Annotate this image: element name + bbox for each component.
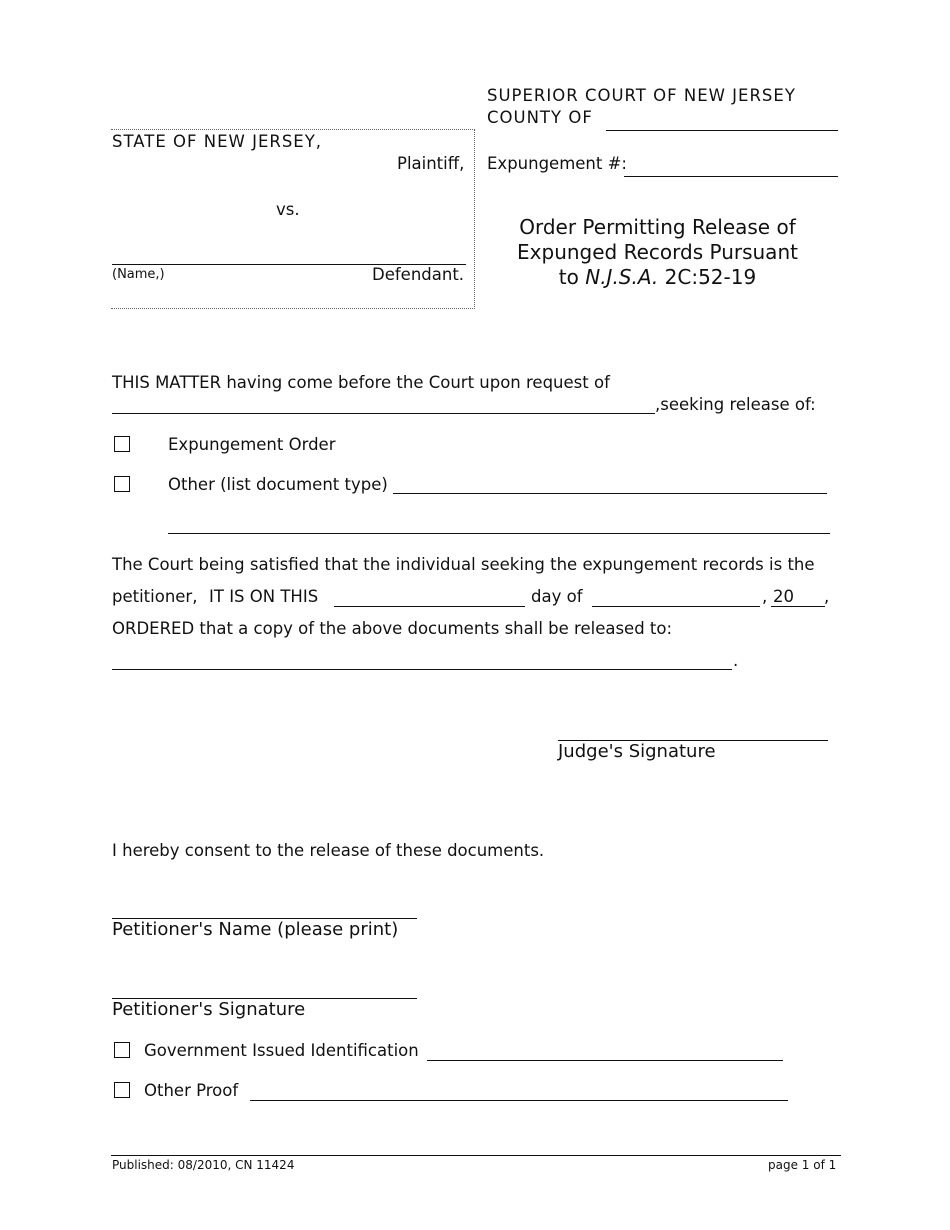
petitioner-name-label: Petitioner's Name (please print) (112, 919, 399, 940)
consent-text: I hereby consent to the release of these documents. (112, 841, 545, 860)
seeking-text: ,seeking release of: (655, 395, 816, 414)
gov-id-field[interactable] (427, 1060, 783, 1061)
other-document-label: Other (list document type) (168, 475, 388, 494)
year-prefix: 20 (773, 587, 794, 606)
judge-signature-label: Judge's Signature (558, 741, 716, 762)
county-label: COUNTY OF (487, 108, 593, 127)
title-line-3 (480, 265, 835, 290)
plaintiff-label: Plaintiff, (397, 154, 465, 173)
release-to-field[interactable] (112, 669, 732, 670)
satisfied-text: The Court being satisfied that the individual seeking the expungement records is the (112, 555, 815, 574)
title-line-2: Expunged Records Pursuant (517, 240, 798, 264)
footer-page-number: page 1 of 1 (768, 1158, 837, 1172)
statute-abbrev: N.J.S.A. (585, 265, 659, 289)
gov-id-checkbox[interactable] (114, 1042, 130, 1058)
court-name: SUPERIOR COURT OF NEW JERSEY (487, 86, 796, 105)
other-proof-label: Other Proof (144, 1081, 239, 1100)
county-field[interactable] (606, 130, 838, 131)
release-period: . (733, 651, 739, 670)
name-label: (Name,) (112, 267, 165, 282)
petitioner-text: petitioner, (112, 587, 198, 606)
other-proof-checkbox[interactable] (114, 1082, 130, 1098)
expungement-order-checkbox[interactable] (114, 436, 130, 452)
title-line-1: Order Permitting Release of (519, 215, 796, 239)
gov-id-label: Government Issued Identification (144, 1041, 419, 1060)
requester-field[interactable] (112, 413, 655, 414)
expungement-label: Expungement #: (487, 154, 627, 173)
footer-divider (111, 1155, 841, 1156)
day-of-label: day of (531, 587, 583, 606)
day-field[interactable] (334, 606, 525, 607)
document-type-field-2[interactable] (168, 533, 830, 534)
petitioner-signature-label: Petitioner's Signature (112, 999, 306, 1020)
footer-published: Published: 08/2010, CN 11424 (112, 1158, 295, 1172)
expungement-order-label: Expungement Order (168, 435, 336, 454)
other-document-checkbox[interactable] (114, 476, 130, 492)
document-type-field[interactable] (393, 493, 827, 494)
month-field[interactable] (592, 606, 760, 607)
it-is-on-this: IT IS ON THIS (209, 587, 319, 606)
date-comma: , (762, 587, 768, 606)
ordered-text: ORDERED that a copy of the above documents shall be released to: (112, 619, 673, 638)
expungement-number-field[interactable] (624, 176, 838, 177)
statute-number: 2C:52-19 (658, 265, 757, 289)
year-comma: , (824, 587, 830, 606)
title-prefix: to (558, 265, 586, 289)
other-proof-field[interactable] (250, 1100, 788, 1101)
state-party: STATE OF NEW JERSEY, (112, 132, 323, 151)
defendant-label: Defendant. (372, 265, 465, 284)
versus-label: vs. (276, 200, 300, 219)
matter-text: THIS MATTER having come before the Court upon request of (112, 373, 610, 392)
